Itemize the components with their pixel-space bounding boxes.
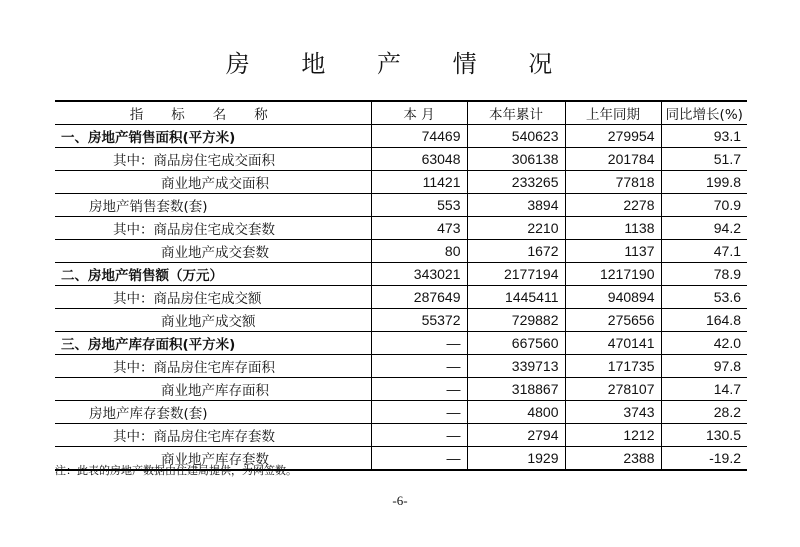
header-prev-year: 上年同期 [565,101,661,125]
row-label: 其中：商品房住宅成交面积 [55,148,371,171]
cell-month: 63048 [371,148,467,171]
cell-yoy: 28.2 [661,401,747,424]
cell-month: — [371,401,467,424]
table-row [55,424,747,447]
row-label: 房地产库存套数(套) [55,401,371,424]
cell-yoy: 78.9 [661,263,747,286]
cell-ytd: 667560 [467,332,565,355]
footnote: 注：此表的房地产数据由住建局提供，为网签数。 [55,464,297,477]
real-estate-table [55,100,747,471]
header-ytd: 本年累计 [467,101,565,125]
cell-ytd: 729882 [467,309,565,332]
cell-prev-year: 3743 [565,401,661,424]
row-label: 商业地产成交套数 [55,240,371,263]
table-row [55,332,747,355]
cell-yoy: 93.1 [661,125,747,148]
cell-ytd: 306138 [467,148,565,171]
cell-ytd: 2794 [467,424,565,447]
cell-yoy: 130.5 [661,424,747,447]
row-label: 其中：商品房住宅成交套数 [55,217,371,240]
cell-yoy: 53.6 [661,286,747,309]
table-row [55,378,747,401]
cell-prev-year: 275656 [565,309,661,332]
cell-yoy: 164.8 [661,309,747,332]
table-row [55,194,747,217]
cell-ytd: 1445411 [467,286,565,309]
row-label: 一、房地产销售面积(平方米) [55,125,371,148]
cell-yoy: 14.7 [661,378,747,401]
cell-prev-year: 279954 [565,125,661,148]
page-title: 房 地 产 情 况 [225,50,575,78]
cell-yoy: 42.0 [661,332,747,355]
cell-month: — [371,332,467,355]
table-row [55,309,747,332]
row-label: 二、房地产销售额（万元） [55,263,371,286]
cell-prev-year: 1217190 [565,263,661,286]
row-label: 房地产销售套数(套) [55,194,371,217]
cell-prev-year: 940894 [565,286,661,309]
header-indicator: 指标名称 [55,101,371,125]
row-label: 商业地产库存面积 [55,378,371,401]
cell-prev-year: 470141 [565,332,661,355]
cell-yoy: 94.2 [661,217,747,240]
table-row [55,171,747,194]
cell-prev-year: 1212 [565,424,661,447]
cell-month: 553 [371,194,467,217]
cell-ytd: 1672 [467,240,565,263]
cell-ytd: 233265 [467,171,565,194]
row-label: 商业地产成交额 [55,309,371,332]
cell-ytd: 318867 [467,378,565,401]
table-header-row [55,101,747,125]
table-row [55,355,747,378]
cell-month: 55372 [371,309,467,332]
cell-prev-year: 2388 [565,447,661,471]
table-row [55,286,747,309]
row-label: 其中：商品房住宅库存面积 [55,355,371,378]
cell-yoy: 199.8 [661,171,747,194]
cell-prev-year: 278107 [565,378,661,401]
cell-month: 343021 [371,263,467,286]
cell-month: — [371,424,467,447]
cell-prev-year: 201784 [565,148,661,171]
cell-ytd: 1929 [467,447,565,471]
cell-month: 80 [371,240,467,263]
header-month: 本 月 [371,101,467,125]
cell-month: 287649 [371,286,467,309]
cell-yoy: 51.7 [661,148,747,171]
row-label: 商业地产库存套数 [55,447,371,471]
cell-yoy: 70.9 [661,194,747,217]
table-row [55,401,747,424]
cell-prev-year: 1137 [565,240,661,263]
cell-prev-year: 2278 [565,194,661,217]
cell-ytd: 2210 [467,217,565,240]
table-row [55,148,747,171]
cell-month: — [371,355,467,378]
row-label: 其中：商品房住宅成交额 [55,286,371,309]
cell-prev-year: 77818 [565,171,661,194]
row-label: 其中：商品房住宅库存套数 [55,424,371,447]
cell-yoy: -19.2 [661,447,747,471]
cell-ytd: 339713 [467,355,565,378]
cell-yoy: 47.1 [661,240,747,263]
cell-month: — [371,378,467,401]
cell-ytd: 4800 [467,401,565,424]
table-row [55,217,747,240]
cell-ytd: 2177194 [467,263,565,286]
cell-ytd: 540623 [467,125,565,148]
cell-month: — [371,447,467,471]
header-yoy: 同比增长(%) [661,101,747,125]
table-row [55,125,747,148]
cell-month: 473 [371,217,467,240]
cell-month: 11421 [371,171,467,194]
table-row [55,240,747,263]
table-row [55,263,747,286]
cell-prev-year: 171735 [565,355,661,378]
cell-prev-year: 1138 [565,217,661,240]
cell-ytd: 3894 [467,194,565,217]
cell-yoy: 97.8 [661,355,747,378]
cell-month: 74469 [371,125,467,148]
page-number: -6- [392,493,408,508]
row-label: 商业地产成交面积 [55,171,371,194]
row-label: 三、房地产库存面积(平方米) [55,332,371,355]
